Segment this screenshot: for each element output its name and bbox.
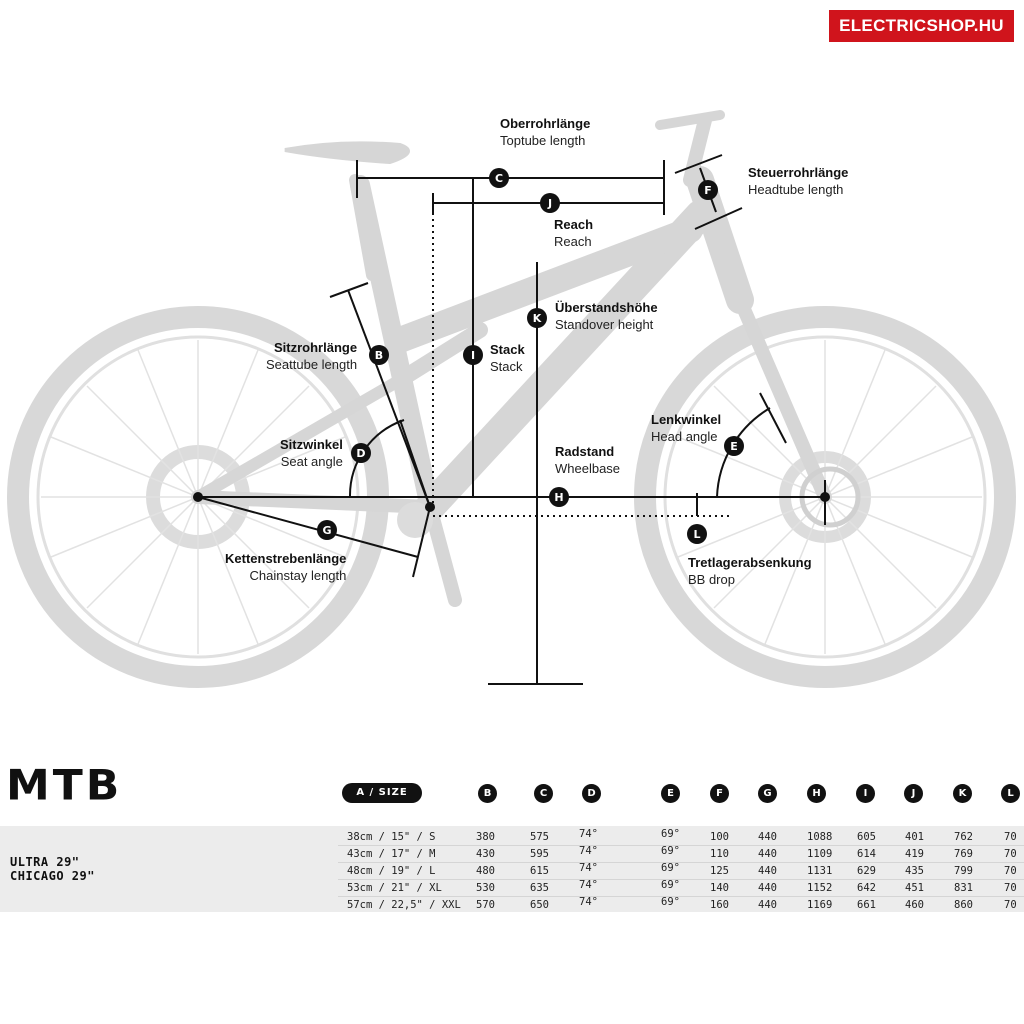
table-cell-e: 69° (661, 879, 680, 891)
marker-h-text: H (554, 491, 564, 504)
model-name-2: CHICAGO 29" (10, 869, 95, 883)
label-seattube (266, 339, 357, 373)
marker-k (527, 308, 547, 328)
label-wheelbase-de: Radstand (555, 444, 615, 459)
table-row-size: 57cm / 22,5" / XXL (347, 899, 461, 911)
marker-g-text: G (322, 524, 332, 537)
table-cell-e: 69° (661, 828, 680, 840)
table-cell-g: 440 (758, 882, 777, 894)
marker-j-text: J (547, 197, 553, 210)
column-header-j: J (904, 784, 923, 803)
table-cell-f: 100 (710, 831, 729, 843)
marker-j (540, 193, 560, 213)
table-cell-l: 70 (1004, 848, 1017, 860)
label-headangle (651, 411, 721, 445)
marker-d-text: D (356, 447, 366, 460)
table-cell-d: 74° (579, 828, 598, 840)
label-headangle-en: Head angle (651, 429, 718, 444)
table-cell-i: 642 (857, 882, 876, 894)
table-cell-l: 70 (1004, 899, 1017, 911)
table-cell-b: 530 (476, 882, 495, 894)
label-seatangle-de: Sitzwinkel (280, 437, 343, 452)
table-row-size: 48cm / 19" / L (347, 865, 436, 877)
table-cell-k: 762 (954, 831, 973, 843)
marker-c (489, 168, 509, 188)
table-cell-c: 650 (530, 899, 549, 911)
table-cell-k: 769 (954, 848, 973, 860)
label-standover-de: Überstandshöhe (555, 300, 658, 315)
table-cell-g: 440 (758, 831, 777, 843)
table-cell-l: 70 (1004, 831, 1017, 843)
label-stack-de: Stack (490, 342, 525, 357)
table-cell-b: 430 (476, 848, 495, 860)
table-cell-c: 575 (530, 831, 549, 843)
marker-c-text: C (494, 172, 504, 185)
label-toptube-de: Oberrohrlänge (500, 116, 591, 131)
label-headtube-en: Headtube length (748, 182, 844, 197)
marker-d (351, 443, 371, 463)
marker-k-text: K (532, 312, 542, 325)
table-cell-j: 451 (905, 882, 924, 894)
column-header-d: D (582, 784, 601, 803)
label-chainstay-en: Chainstay length (249, 568, 347, 583)
label-bbdrop (688, 554, 812, 588)
table-cell-k: 799 (954, 865, 973, 877)
table-cell-e: 69° (661, 845, 680, 857)
table-cell-f: 110 (710, 848, 729, 860)
table-cell-g: 440 (758, 865, 777, 877)
table-cell-j: 435 (905, 865, 924, 877)
marker-h (549, 487, 569, 507)
label-stack-en: Stack (490, 359, 523, 374)
table-cell-f: 125 (710, 865, 729, 877)
label-reach-de: Reach (554, 217, 594, 232)
table-cell-g: 440 (758, 848, 777, 860)
table-cell-f: 140 (710, 882, 729, 894)
table-cell-e: 69° (661, 862, 680, 874)
table-cell-e: 69° (661, 896, 680, 908)
table-cell-j: 401 (905, 831, 924, 843)
label-reach-en: Reach (554, 234, 592, 249)
column-header-h: H (807, 784, 826, 803)
label-toptube-en: Toptube length (500, 133, 586, 148)
column-header-c: C (534, 784, 553, 803)
table-cell-k: 860 (954, 899, 973, 911)
marker-l (687, 524, 707, 544)
column-header-b: B (478, 784, 497, 803)
row-divider (338, 845, 1024, 846)
marker-i-text: I (470, 349, 476, 362)
table-cell-c: 595 (530, 848, 549, 860)
table-cell-d: 74° (579, 879, 598, 891)
table-cell-b: 480 (476, 865, 495, 877)
table-cell-d: 74° (579, 862, 598, 874)
table-cell-h: 1152 (807, 882, 833, 894)
table-cell-h: 1169 (807, 899, 833, 911)
column-header-f: F (710, 784, 729, 803)
table-cell-i: 614 (857, 848, 876, 860)
label-wheelbase (555, 443, 620, 477)
label-wheelbase-en: Wheelbase (555, 461, 621, 476)
table-cell-g: 440 (758, 899, 777, 911)
label-chainstay-de: Kettenstrebenlänge (225, 551, 347, 566)
column-header-g: G (758, 784, 777, 803)
table-cell-j: 419 (905, 848, 924, 860)
label-headtube-de: Steuerrohrlänge (748, 165, 849, 180)
bike-silhouette (18, 115, 1005, 677)
table-cell-k: 831 (954, 882, 973, 894)
table-cell-l: 70 (1004, 865, 1017, 877)
table-cell-d: 74° (579, 896, 598, 908)
column-header-e: E (661, 784, 680, 803)
marker-i (463, 345, 483, 365)
label-seatangle (280, 436, 343, 470)
label-seatangle-en: Seat angle (280, 454, 343, 469)
column-header-l: L (1001, 784, 1020, 803)
table-cell-f: 160 (710, 899, 729, 911)
row-divider (338, 879, 1024, 880)
marker-g (317, 520, 337, 540)
table-cell-c: 615 (530, 865, 549, 877)
marker-b (369, 345, 389, 365)
table-cell-h: 1109 (807, 848, 833, 860)
label-chainstay (225, 550, 346, 584)
marker-e-text: E (730, 440, 738, 453)
table-cell-b: 570 (476, 899, 495, 911)
marker-b-text: B (374, 349, 384, 362)
label-seattube-de: Sitzrohrlänge (274, 340, 358, 355)
model-name-1: ULTRA 29" (10, 855, 80, 869)
table-cell-h: 1088 (807, 831, 833, 843)
label-seattube-en: Seattube length (266, 357, 358, 372)
table-cell-c: 635 (530, 882, 549, 894)
table-cell-h: 1131 (807, 865, 833, 877)
label-headtube (748, 164, 848, 198)
shop-logo-badge[interactable]: ELECTRICSHOP.HU (829, 10, 1014, 42)
marker-e (724, 436, 744, 456)
marker-f-text: F (704, 184, 712, 197)
marker-l-text: L (693, 528, 701, 541)
table-cell-d: 74° (579, 845, 598, 857)
label-bbdrop-en: BB drop (688, 572, 735, 587)
table-row-size: 38cm / 15" / S (347, 831, 436, 843)
table-cell-l: 70 (1004, 882, 1017, 894)
category-title: MTB (6, 761, 123, 810)
table-row-size: 53cm / 21" / XL (347, 882, 442, 894)
label-toptube (500, 115, 590, 149)
label-standover-en: Standover height (555, 317, 654, 332)
label-bbdrop-de: Tretlagerabsenkung (688, 555, 812, 570)
marker-f (698, 180, 718, 200)
label-reach (554, 216, 593, 250)
label-headangle-de: Lenkwinkel (651, 412, 722, 427)
column-header-k: K (953, 784, 972, 803)
row-divider (338, 862, 1024, 863)
label-standover (555, 299, 658, 333)
table-cell-b: 380 (476, 831, 495, 843)
row-divider (338, 896, 1024, 897)
table-cell-i: 605 (857, 831, 876, 843)
table-cell-i: 661 (857, 899, 876, 911)
table-cell-j: 460 (905, 899, 924, 911)
size-column-header: A / SIZE (342, 783, 422, 803)
label-stack (490, 341, 525, 375)
table-row-size: 43cm / 17" / M (347, 848, 436, 860)
table-cell-i: 629 (857, 865, 876, 877)
column-header-i: I (856, 784, 875, 803)
